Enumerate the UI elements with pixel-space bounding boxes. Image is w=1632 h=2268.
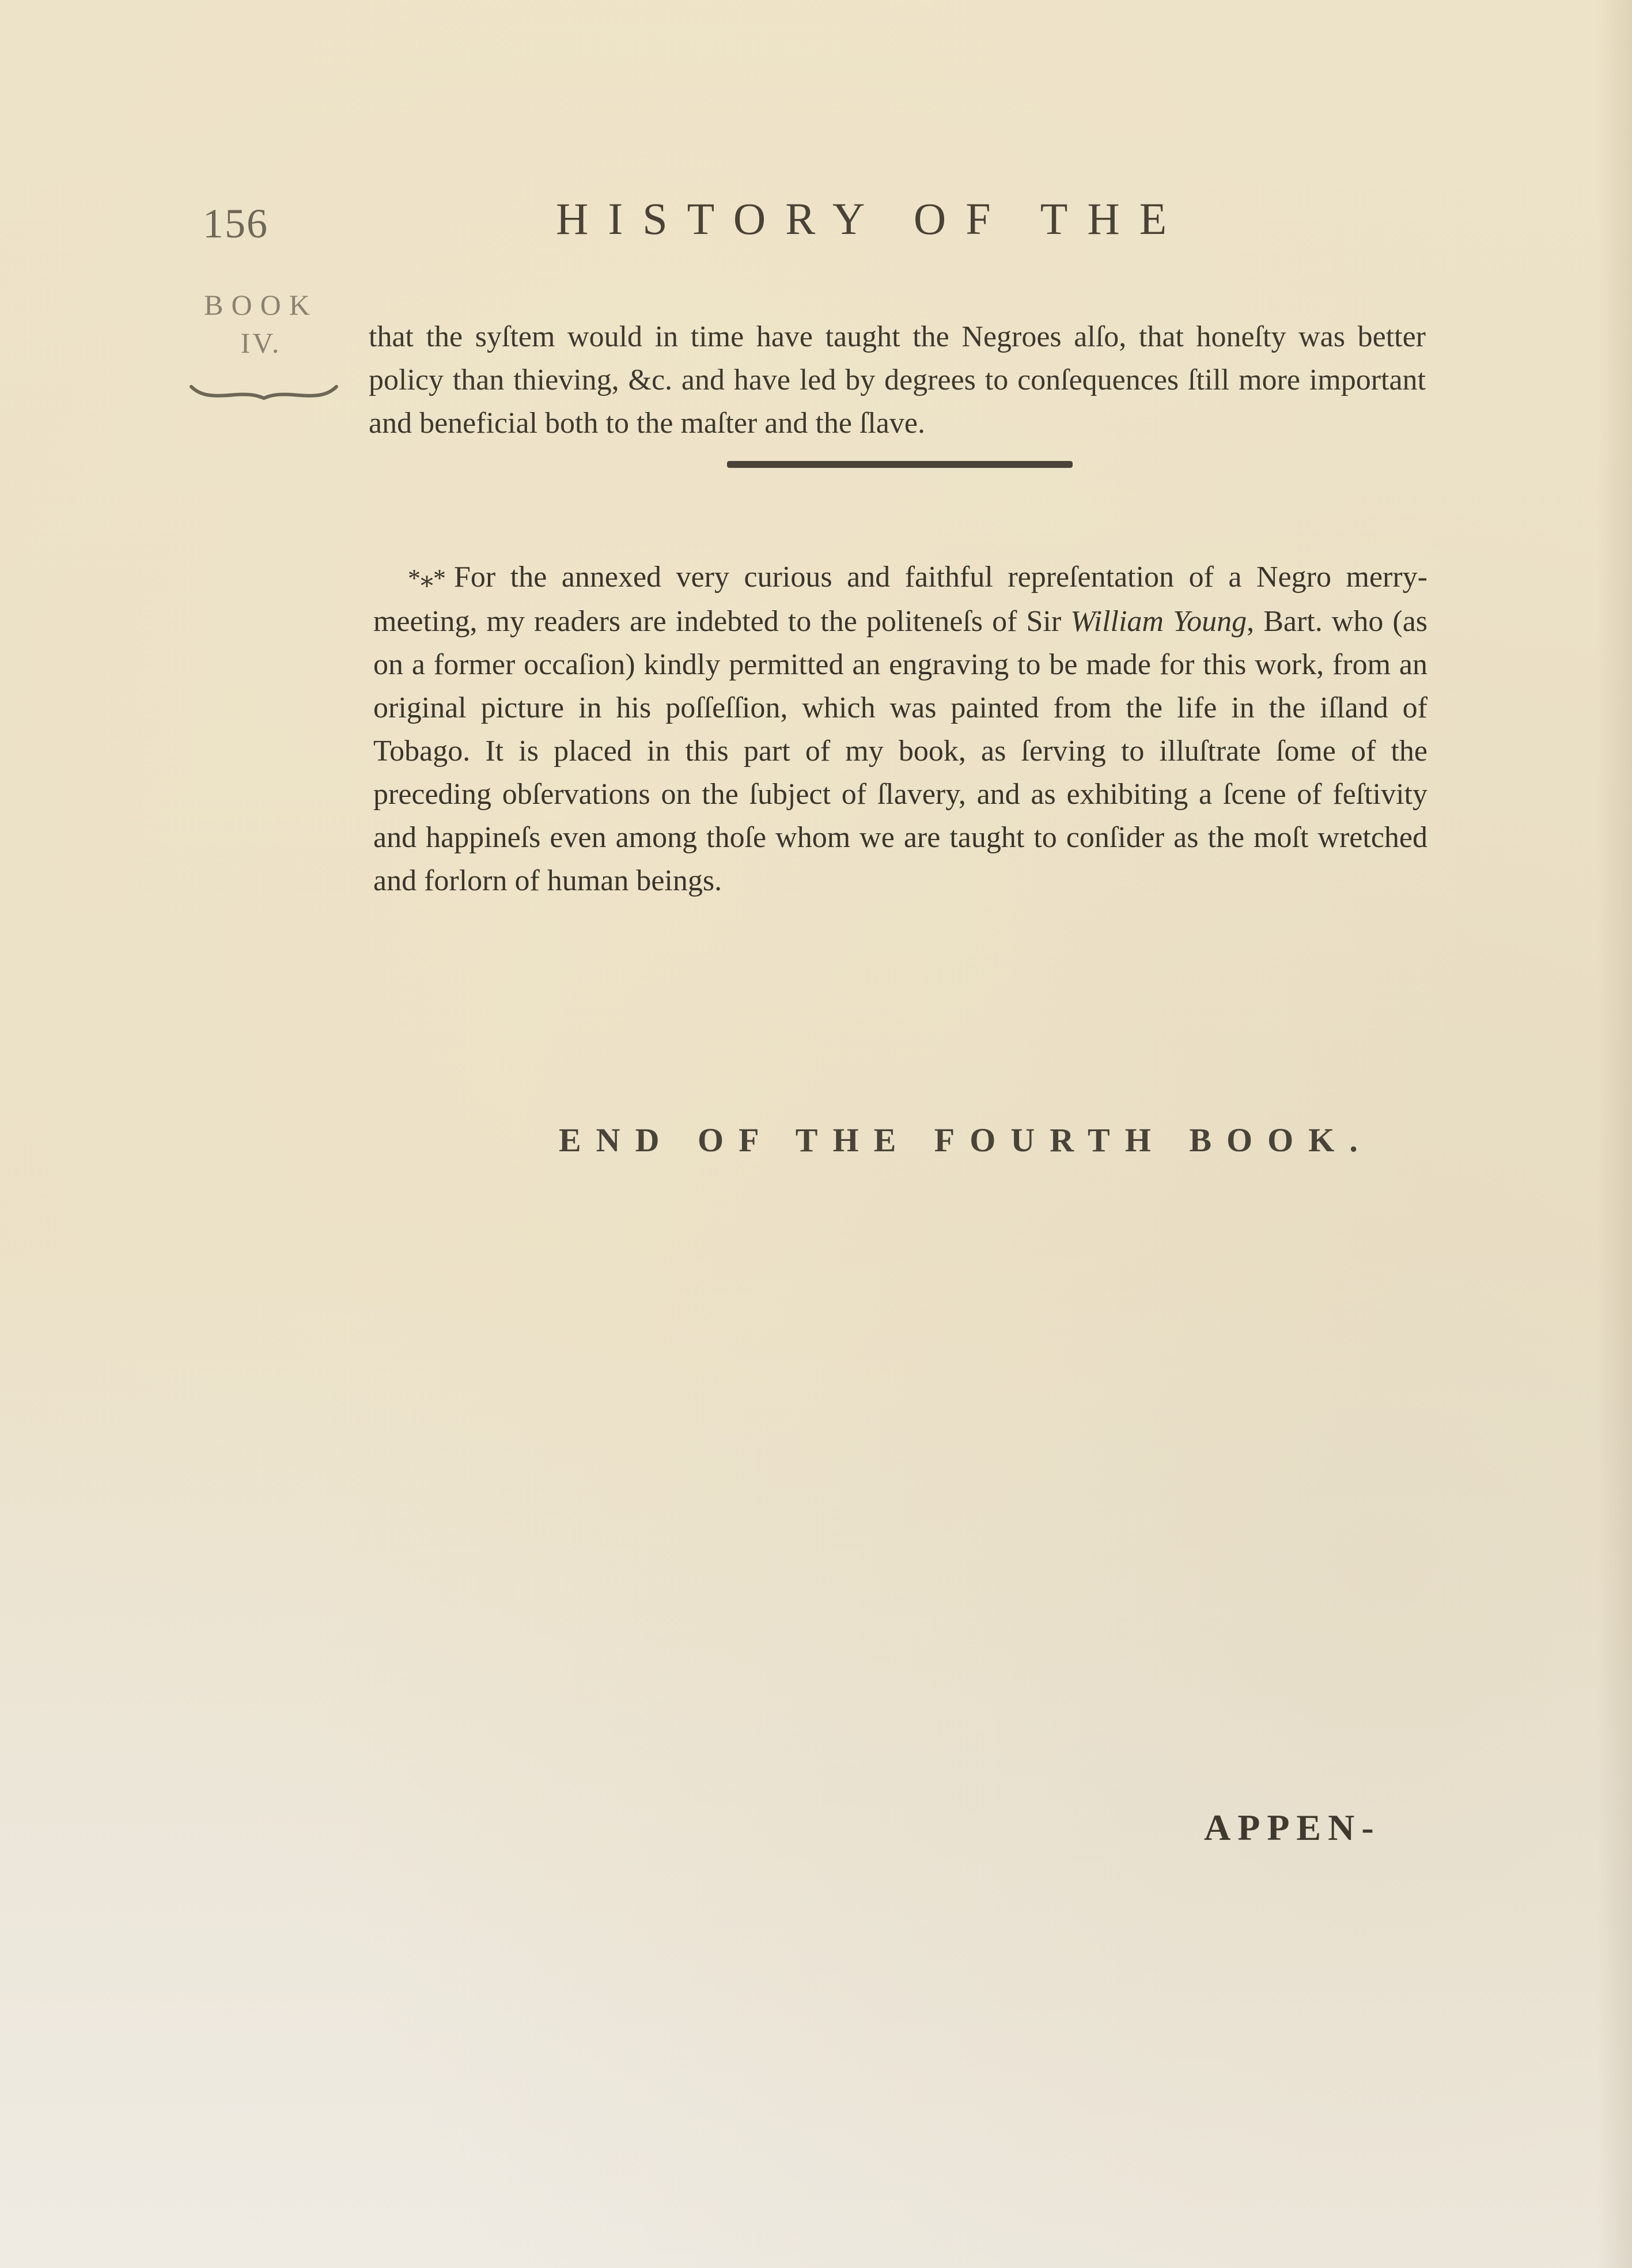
body-paragraph: that the syſtem would in time have taught the Negroes alſo, that honeſty was better policy than thieving, &c. and have led by degrees to conſequences ſtill more important and beneficial both to the maſter and the ſlave.: [369, 320, 1426, 440]
note-person-name: William Young: [1070, 605, 1247, 638]
end-of-book-line: END OF THE FOURTH BOOK.: [559, 1121, 1373, 1159]
page-number: 156: [203, 201, 268, 247]
margin-bracket-ornament: [189, 383, 339, 400]
margin-book-label: BOOK: [204, 289, 318, 321]
asterism-mark: *⁎*: [408, 564, 446, 592]
note-text-end: , Bart. who (as on a former occaſion) kindly permitted an engraving to be made for this work, from an original picture in his poſſeſſion, which was painted from the life in the iſland of Tobago. It is placed in this part of my book, as ſerving to illuſtrate ſome of the preceding obſervations on the ſubject of ſlavery, and as exhibiting a ſcene of feſtivity and happineſs even among thoſe whom we are taught to conſider as the moſt wretched and forlorn of human beings.: [373, 605, 1428, 897]
running-head: HISTORY OF THE: [556, 194, 1187, 244]
margin-book-number: IV.: [240, 327, 282, 359]
note-text-start: For the annexed very curious and faithful repreſentation of a Negro merry-meeting, my readers are indebted to the politeneſs of Sir: [373, 561, 1427, 638]
margin-note: [189, 288, 333, 360]
section-divider: [727, 461, 1073, 468]
page-header: [0, 193, 1632, 256]
catchword: APPEN-: [1204, 1807, 1381, 1848]
page-edge-shadow: [1597, 0, 1632, 2268]
editorial-note: [373, 555, 1427, 902]
